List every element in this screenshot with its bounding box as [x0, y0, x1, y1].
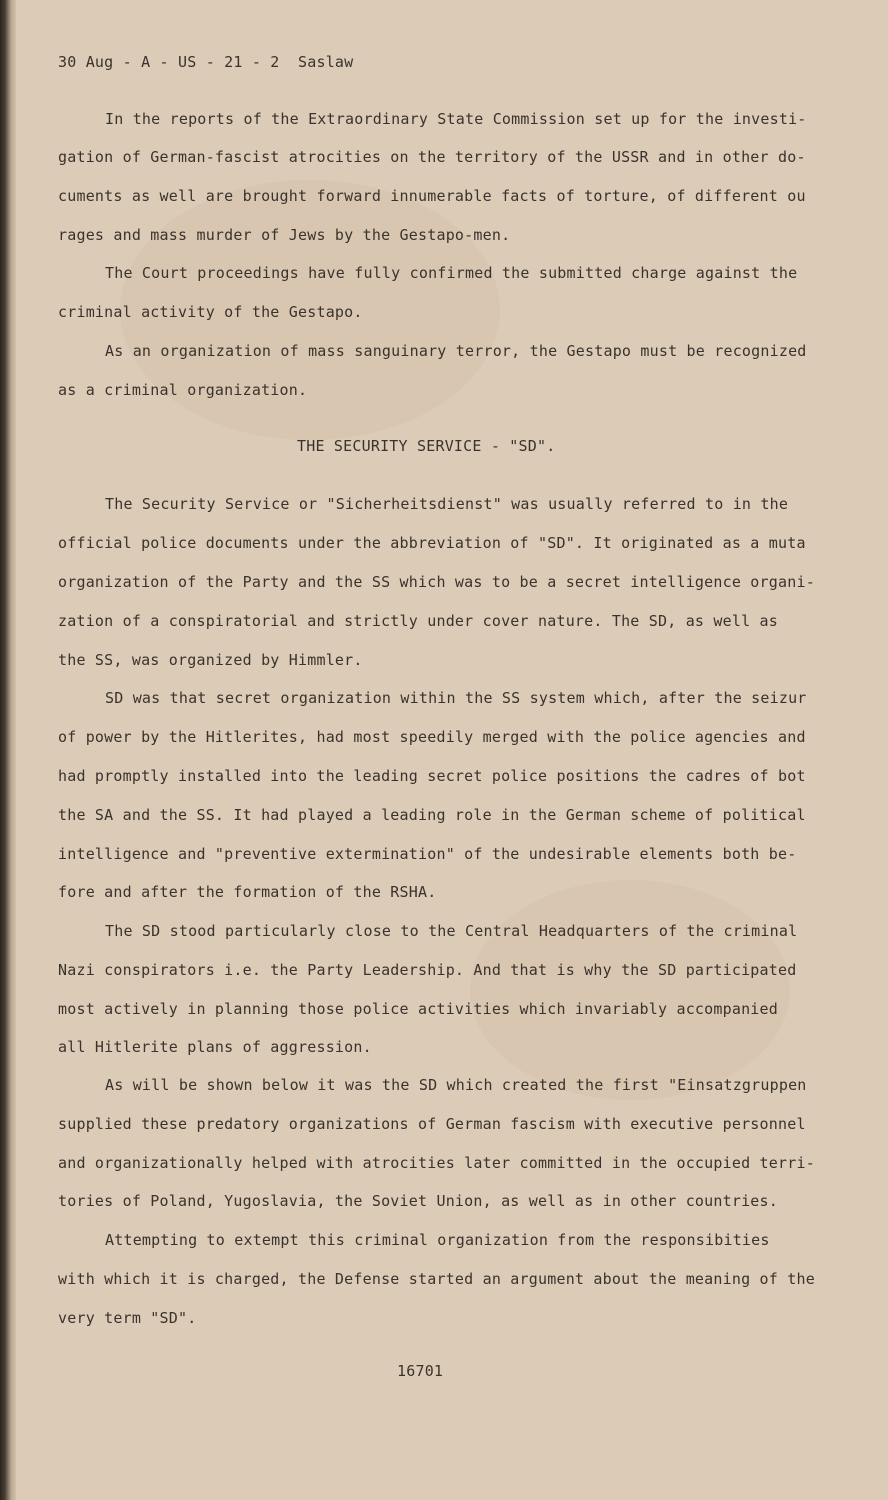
text-line: rages and mass murder of Jews by the Gestapo-men. — [58, 226, 511, 244]
text-line: all Hitlerite plans of aggression. — [58, 1038, 372, 1056]
text-line: gation of German-fascist atrocities on the territory of the USSR and in other do- — [58, 148, 806, 166]
text-line: cuments as well are brought forward innumerable facts of torture, of different ou — [58, 187, 806, 205]
document-header: 30 Aug - A - US - 21 - 2 Saslaw — [58, 53, 354, 71]
text-line: The Security Service or "Sicherheitsdienst" was usually referred to in the — [105, 495, 789, 513]
text-line: tories of Poland, Yugoslavia, the Soviet Union, as well as in other countries. — [58, 1192, 778, 1210]
text-line: most actively in planning those police activities which invariably accompanied — [58, 1000, 778, 1018]
text-line: zation of a conspiratorial and strictly under cover nature. The SD, as well as — [58, 612, 778, 630]
text-line: The SD stood particularly close to the Central Headquarters of the criminal — [105, 922, 798, 940]
text-line: and organizationally helped with atrocities later committed in the occupied terri- — [58, 1154, 815, 1172]
text-line: official police documents under the abbreviation of "SD". It originated as a muta — [58, 534, 806, 552]
text-line: SD was that secret organization within the SS system which, after the seizur — [105, 689, 807, 707]
text-line: the SA and the SS. It had played a leading role in the German scheme of political — [58, 806, 806, 824]
text-line: with which it is charged, the Defense started an argument about the meaning of the — [58, 1270, 815, 1288]
text-line: of power by the Hitlerites, had most speedily merged with the police agencies and — [58, 728, 806, 746]
text-line: fore and after the formation of the RSHA. — [58, 883, 437, 901]
text-line: organization of the Party and the SS which was to be a secret intelligence organi- — [58, 573, 815, 591]
text-line: had promptly installed into the leading secret police positions the cadres of bot — [58, 767, 806, 785]
text-line: intelligence and "preventive extermination" of the undesirable elements both be- — [58, 845, 797, 863]
text-line: as a criminal organization. — [58, 381, 308, 399]
text-line: The Court proceedings have fully confirmed the submitted charge against the — [105, 264, 798, 282]
text-line: Nazi conspirators i.e. the Party Leadership. And that is why the SD participated — [58, 961, 797, 979]
section-heading: THE SECURITY SERVICE - "SD". — [297, 437, 556, 455]
text-line: As will be shown below it was the SD which created the first "Einsatzgruppen — [105, 1076, 807, 1094]
text-line: criminal activity of the Gestapo. — [58, 303, 363, 321]
text-line: supplied these predatory organizations of German fascism with executive personnel — [58, 1115, 806, 1133]
text-line: As an organization of mass sanguinary terror, the Gestapo must be recognized — [105, 342, 807, 360]
text-line: Attempting to extempt this criminal organization from the responsibities — [105, 1231, 770, 1249]
page-number: 16701 — [397, 1362, 444, 1380]
text-line: the SS, was organized by Himmler. — [58, 651, 363, 669]
text-line: In the reports of the Extraordinary State Commission set up for the investi- — [105, 110, 807, 128]
text-line: very term "SD". — [58, 1309, 197, 1327]
